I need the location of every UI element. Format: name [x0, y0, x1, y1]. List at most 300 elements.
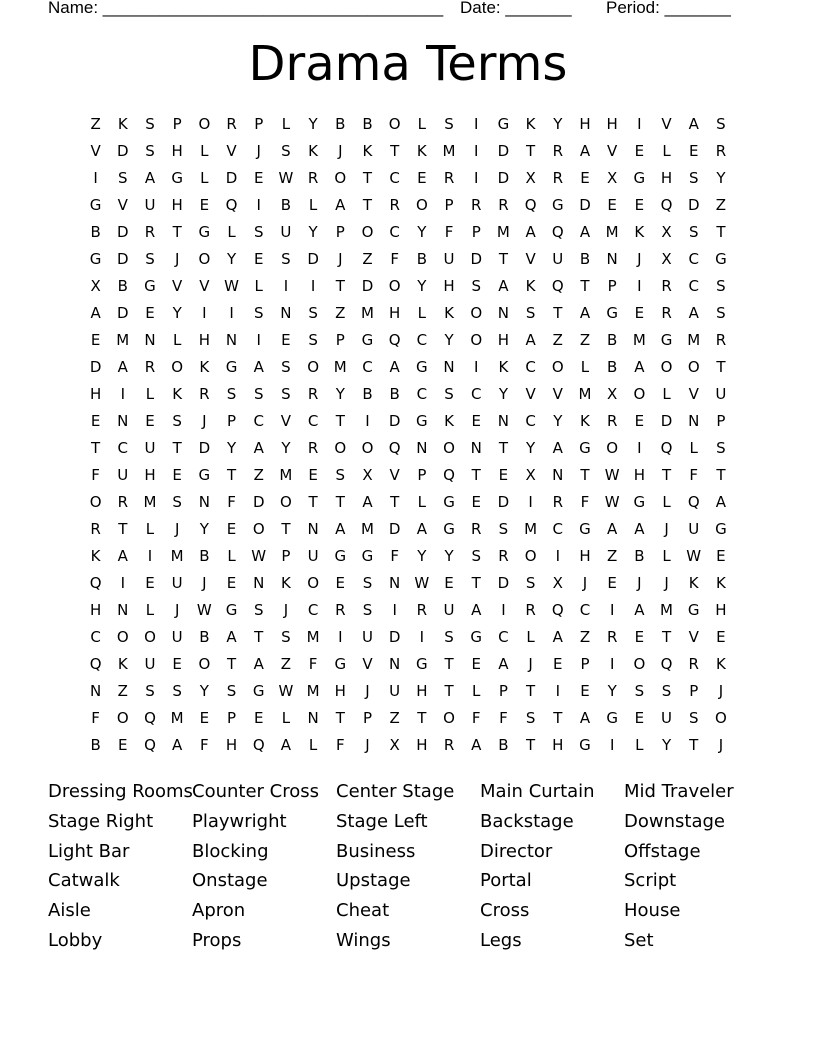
grid-letter[interactable]: Y [335, 385, 345, 403]
grid-letter[interactable]: U [552, 250, 564, 268]
grid-letter[interactable]: T [580, 277, 590, 295]
grid-letter[interactable]: M [632, 331, 646, 349]
grid-letter[interactable]: K [525, 277, 536, 295]
grid-letter[interactable]: X [525, 169, 536, 187]
grid-letter[interactable]: I [637, 115, 642, 133]
grid-letter[interactable]: S [525, 709, 536, 727]
grid-letter[interactable]: J [365, 682, 370, 700]
grid-letter[interactable]: M [170, 547, 184, 565]
grid-letter[interactable]: G [361, 331, 374, 349]
grid-letter[interactable]: O [334, 439, 347, 457]
grid-letter[interactable]: O [280, 493, 292, 511]
grid-letter[interactable]: Y [281, 439, 291, 457]
grid-letter[interactable]: E [471, 493, 481, 511]
grid-letter[interactable]: L [472, 682, 481, 700]
grid-letter[interactable]: P [172, 115, 182, 133]
grid-letter[interactable]: G [334, 547, 347, 565]
grid-letter[interactable]: O [388, 277, 401, 295]
grid-letter[interactable]: I [474, 115, 479, 133]
grid-letter[interactable]: G [225, 358, 238, 376]
grid-letter[interactable]: O [116, 709, 129, 727]
grid-letter[interactable]: A [525, 223, 536, 241]
grid-letter[interactable]: L [580, 358, 590, 376]
grid-letter[interactable]: V [661, 115, 672, 133]
grid-letter[interactable]: D [497, 142, 510, 160]
grid-letter[interactable]: F [227, 493, 236, 511]
grid-letter[interactable]: T [118, 520, 128, 538]
grid-letter[interactable]: L [200, 142, 209, 160]
grid-letter[interactable]: Z [389, 709, 400, 727]
grid-letter[interactable]: W [196, 601, 212, 619]
grid-letter[interactable]: S [226, 682, 237, 700]
grid-letter[interactable]: W [278, 682, 294, 700]
grid-letter[interactable]: O [470, 304, 483, 322]
grid-letter[interactable]: C [307, 412, 319, 430]
grid-letter[interactable]: T [471, 466, 481, 484]
grid-letter[interactable]: N [198, 493, 210, 511]
grid-letter[interactable]: D [252, 493, 265, 511]
grid-letter[interactable]: L [417, 493, 427, 511]
grid-letter[interactable]: E [553, 655, 563, 673]
grid-letter[interactable]: T [716, 466, 726, 484]
grid-letter[interactable]: F [689, 466, 699, 484]
grid-letter[interactable]: X [607, 385, 618, 403]
grid-letter[interactable]: K [172, 385, 183, 403]
grid-letter[interactable]: R [307, 385, 319, 403]
grid-letter[interactable]: Z [362, 250, 373, 268]
grid-letter[interactable]: H [171, 196, 183, 214]
grid-letter[interactable]: J [338, 250, 343, 268]
grid-letter[interactable]: L [662, 142, 671, 160]
grid-letter[interactable]: E [172, 655, 182, 673]
grid-letter[interactable]: O [687, 358, 700, 376]
grid-letter[interactable]: L [526, 628, 535, 646]
grid-letter[interactable]: N [225, 331, 238, 349]
grid-letter[interactable]: R [688, 655, 699, 673]
grid-letter[interactable]: O [443, 439, 455, 457]
grid-letter[interactable]: X [661, 250, 672, 268]
grid-letter[interactable]: G [144, 277, 156, 295]
grid-letter[interactable]: U [117, 466, 129, 484]
grid-letter[interactable]: S [688, 223, 699, 241]
grid-letter[interactable]: T [580, 466, 590, 484]
grid-letter[interactable]: H [198, 331, 210, 349]
grid-letter[interactable]: H [579, 547, 591, 565]
grid-letter[interactable]: D [198, 439, 211, 457]
grid-letter[interactable]: F [390, 547, 399, 565]
name-field[interactable]: Name: ____________________________________ [48, 0, 444, 17]
grid-letter[interactable]: A [226, 628, 237, 646]
grid-letter[interactable]: C [552, 520, 564, 538]
grid-letter[interactable]: P [335, 331, 345, 349]
grid-letter[interactable]: A [471, 601, 482, 619]
grid-letter[interactable]: H [416, 682, 428, 700]
grid-letter[interactable]: H [552, 736, 564, 754]
grid-letter[interactable]: I [555, 547, 560, 565]
grid-letter[interactable]: B [280, 196, 292, 214]
grid-letter[interactable]: N [389, 655, 401, 673]
grid-letter[interactable]: K [117, 115, 128, 133]
grid-letter[interactable]: B [389, 385, 400, 403]
grid-letter[interactable]: I [202, 304, 207, 322]
grid-letter[interactable]: A [117, 358, 128, 376]
grid-letter[interactable]: O [171, 358, 184, 376]
grid-letter[interactable]: K [580, 412, 590, 430]
grid-letter[interactable]: E [471, 412, 481, 430]
grid-letter[interactable]: G [470, 628, 483, 646]
grid-letter[interactable]: N [552, 466, 564, 484]
grid-letter[interactable]: G [361, 547, 374, 565]
grid-letter[interactable]: A [715, 493, 727, 511]
grid-letter[interactable]: D [89, 358, 102, 376]
grid-letter[interactable]: L [689, 439, 698, 457]
grid-letter[interactable]: P [716, 412, 726, 430]
grid-letter[interactable]: W [604, 493, 620, 511]
grid-letter[interactable]: F [471, 709, 481, 727]
grid-letter[interactable]: H [334, 682, 346, 700]
grid-letter[interactable]: J [718, 682, 724, 700]
grid-letter[interactable]: O [715, 709, 727, 727]
grid-letter[interactable]: R [443, 736, 455, 754]
grid-letter[interactable]: E [688, 142, 699, 160]
grid-letter[interactable]: M [143, 493, 157, 511]
grid-letter[interactable]: P [227, 412, 237, 430]
grid-letter[interactable]: O [198, 250, 211, 268]
grid-letter[interactable]: R [226, 115, 237, 133]
grid-letter[interactable]: V [90, 142, 101, 160]
grid-letter[interactable]: S [716, 304, 726, 322]
grid-letter[interactable]: C [389, 223, 400, 241]
grid-letter[interactable]: G [443, 520, 455, 538]
grid-letter[interactable]: S [281, 250, 291, 268]
grid-letter[interactable]: Y [226, 439, 237, 457]
grid-letter[interactable]: I [338, 628, 343, 646]
grid-letter[interactable]: W [251, 547, 267, 565]
grid-letter[interactable]: Y [661, 736, 672, 754]
grid-letter[interactable]: J [365, 736, 370, 754]
grid-letter[interactable]: Q [144, 709, 156, 727]
grid-letter[interactable]: X [389, 736, 400, 754]
grid-letter[interactable]: V [552, 385, 563, 403]
grid-letter[interactable]: N [253, 574, 265, 592]
grid-letter[interactable]: R [606, 412, 618, 430]
grid-letter[interactable]: K [634, 223, 645, 241]
grid-letter[interactable]: Q [252, 736, 265, 754]
grid-letter[interactable]: B [362, 385, 373, 403]
grid-letter[interactable]: K [525, 115, 536, 133]
grid-letter[interactable]: J [664, 574, 669, 592]
grid-letter[interactable]: S [716, 115, 726, 133]
grid-letter[interactable]: R [661, 277, 672, 295]
grid-letter[interactable]: U [171, 574, 183, 592]
grid-letter[interactable]: Q [89, 655, 102, 673]
grid-letter[interactable]: W [224, 277, 239, 295]
grid-letter[interactable]: G [579, 520, 591, 538]
grid-letter[interactable]: S [172, 412, 182, 430]
grid-letter[interactable]: Y [226, 250, 237, 268]
grid-letter[interactable]: V [688, 628, 699, 646]
grid-letter[interactable]: Q [660, 655, 673, 673]
grid-letter[interactable]: S [281, 385, 291, 403]
grid-letter[interactable]: I [609, 601, 615, 619]
grid-letter[interactable]: T [553, 304, 563, 322]
grid-letter[interactable]: A [634, 520, 645, 538]
grid-letter[interactable]: K [444, 304, 454, 322]
grid-letter[interactable]: T [254, 628, 264, 646]
grid-letter[interactable]: E [90, 412, 101, 430]
grid-letter[interactable]: D [497, 574, 510, 592]
grid-letter[interactable]: X [552, 574, 563, 592]
grid-letter[interactable]: V [607, 142, 618, 160]
grid-letter[interactable]: R [552, 142, 563, 160]
grid-letter[interactable]: B [199, 628, 210, 646]
grid-letter[interactable]: S [253, 304, 264, 322]
grid-letter[interactable]: G [171, 169, 183, 187]
grid-letter[interactable]: A [280, 736, 292, 754]
grid-letter[interactable]: E [607, 196, 617, 214]
grid-letter[interactable]: Y [199, 520, 209, 538]
grid-letter[interactable]: K [715, 655, 726, 673]
grid-letter[interactable]: R [389, 196, 400, 214]
grid-letter[interactable]: Y [716, 169, 726, 187]
grid-letter[interactable]: A [172, 736, 183, 754]
grid-letter[interactable]: S [471, 277, 481, 295]
grid-letter[interactable]: M [306, 628, 320, 646]
grid-letter[interactable]: F [335, 736, 345, 754]
grid-letter[interactable]: L [200, 169, 209, 187]
grid-letter[interactable]: U [661, 709, 673, 727]
grid-letter[interactable]: L [308, 196, 318, 214]
grid-letter[interactable]: A [634, 601, 645, 619]
grid-letter[interactable]: R [416, 601, 428, 619]
grid-letter[interactable]: H [579, 115, 591, 133]
grid-letter[interactable]: K [416, 142, 427, 160]
grid-letter[interactable]: D [687, 196, 700, 214]
grid-letter[interactable]: G [551, 196, 564, 214]
grid-letter[interactable]: E [226, 520, 237, 538]
grid-letter[interactable]: E [634, 709, 645, 727]
grid-letter[interactable]: I [474, 142, 479, 160]
grid-letter[interactable]: O [660, 358, 673, 376]
grid-letter[interactable]: M [442, 142, 456, 160]
grid-letter[interactable]: P [281, 547, 291, 565]
grid-letter[interactable]: E [471, 655, 481, 673]
grid-letter[interactable]: A [607, 520, 618, 538]
grid-letter[interactable]: O [361, 439, 374, 457]
grid-letter[interactable]: E [118, 736, 128, 754]
grid-letter[interactable]: V [362, 655, 373, 673]
grid-letter[interactable]: E [634, 412, 645, 430]
grid-letter[interactable]: A [253, 655, 264, 673]
grid-letter[interactable]: O [388, 115, 401, 133]
grid-letter[interactable]: N [443, 358, 455, 376]
grid-letter[interactable]: O [361, 223, 374, 241]
grid-letter[interactable]: S [335, 466, 346, 484]
grid-letter[interactable]: O [633, 655, 646, 673]
grid-letter[interactable]: Q [551, 601, 564, 619]
grid-letter[interactable]: L [662, 547, 671, 565]
grid-letter[interactable]: I [555, 682, 560, 700]
grid-letter[interactable]: E [172, 466, 182, 484]
grid-letter[interactable]: S [308, 304, 318, 322]
grid-letter[interactable]: I [310, 277, 316, 295]
grid-letter[interactable]: Z [607, 547, 618, 565]
grid-letter[interactable]: L [662, 493, 671, 511]
grid-letter[interactable]: I [637, 277, 642, 295]
grid-letter[interactable]: H [633, 466, 645, 484]
grid-letter[interactable]: D [388, 520, 401, 538]
grid-letter[interactable]: T [362, 196, 373, 214]
grid-letter[interactable]: H [225, 736, 238, 754]
grid-letter[interactable]: V [688, 385, 699, 403]
grid-letter[interactable]: R [552, 493, 563, 511]
grid-letter[interactable]: E [607, 574, 617, 592]
grid-letter[interactable]: I [283, 277, 289, 295]
grid-letter[interactable]: T [716, 223, 726, 241]
grid-letter[interactable]: M [170, 709, 184, 727]
grid-letter[interactable]: I [229, 304, 234, 322]
grid-letter[interactable]: B [607, 331, 618, 349]
grid-letter[interactable]: I [637, 439, 642, 457]
grid-letter[interactable]: J [637, 574, 642, 592]
grid-letter[interactable]: F [499, 709, 508, 727]
grid-letter[interactable]: J [283, 601, 289, 619]
grid-letter[interactable]: O [198, 655, 211, 673]
grid-letter[interactable]: N [606, 250, 618, 268]
grid-letter[interactable]: J [202, 574, 207, 592]
grid-letter[interactable]: N [307, 520, 319, 538]
grid-letter[interactable]: B [90, 223, 101, 241]
grid-letter[interactable]: S [281, 358, 291, 376]
grid-letter[interactable]: F [444, 223, 454, 241]
grid-letter[interactable]: H [171, 142, 183, 160]
grid-letter[interactable]: P [498, 682, 508, 700]
grid-letter[interactable]: O [633, 385, 646, 403]
grid-letter[interactable]: O [470, 331, 483, 349]
grid-letter[interactable]: Z [253, 466, 264, 484]
grid-letter[interactable]: S [308, 331, 318, 349]
grid-letter[interactable]: E [145, 412, 155, 430]
grid-letter[interactable]: S [172, 682, 182, 700]
grid-letter[interactable]: M [578, 385, 592, 403]
grid-letter[interactable]: L [172, 331, 182, 349]
grid-letter[interactable]: G [198, 466, 211, 484]
grid-letter[interactable]: Z [335, 304, 346, 322]
grid-letter[interactable]: U [389, 682, 401, 700]
grid-letter[interactable]: Y [526, 439, 536, 457]
grid-letter[interactable]: P [362, 709, 372, 727]
grid-letter[interactable]: F [200, 736, 209, 754]
grid-letter[interactable]: T [716, 358, 726, 376]
grid-letter[interactable]: B [117, 277, 128, 295]
grid-letter[interactable]: O [307, 358, 319, 376]
grid-letter[interactable]: L [227, 223, 236, 241]
grid-letter[interactable]: G [443, 493, 455, 511]
grid-letter[interactable]: X [661, 223, 672, 241]
grid-letter[interactable]: N [688, 412, 700, 430]
grid-letter[interactable]: R [471, 520, 482, 538]
grid-letter[interactable]: T [172, 223, 182, 241]
grid-letter[interactable]: K [715, 574, 726, 592]
grid-letter[interactable]: B [579, 250, 591, 268]
grid-letter[interactable]: E [145, 574, 155, 592]
grid-letter[interactable]: N [470, 439, 482, 457]
grid-letter[interactable]: G [334, 655, 347, 673]
grid-letter[interactable]: Q [660, 196, 673, 214]
grid-letter[interactable]: E [199, 709, 210, 727]
grid-letter[interactable]: S [362, 601, 373, 619]
grid-letter[interactable]: D [660, 412, 673, 430]
grid-letter[interactable]: Q [443, 466, 455, 484]
grid-letter[interactable]: M [360, 304, 374, 322]
grid-letter[interactable]: B [634, 547, 645, 565]
grid-letter[interactable]: A [634, 358, 645, 376]
grid-letter[interactable]: Y [417, 223, 427, 241]
grid-letter[interactable]: I [609, 736, 615, 754]
grid-letter[interactable]: N [117, 601, 129, 619]
grid-letter[interactable]: R [443, 169, 455, 187]
grid-letter[interactable]: A [335, 196, 346, 214]
grid-letter[interactable]: C [470, 385, 482, 403]
grid-letter[interactable]: N [144, 331, 156, 349]
grid-letter[interactable]: A [688, 304, 699, 322]
grid-letter[interactable]: P [417, 466, 427, 484]
grid-letter[interactable]: S [471, 547, 481, 565]
grid-letter[interactable]: M [360, 520, 374, 538]
grid-letter[interactable]: T [498, 250, 508, 268]
grid-letter[interactable]: Q [144, 736, 156, 754]
grid-letter[interactable]: Y [444, 331, 454, 349]
grid-letter[interactable]: D [579, 196, 591, 214]
grid-letter[interactable]: O [89, 493, 102, 511]
grid-letter[interactable]: F [390, 250, 399, 268]
grid-letter[interactable]: C [362, 358, 373, 376]
grid-letter[interactable]: S [145, 682, 155, 700]
grid-letter[interactable]: Y [553, 412, 563, 430]
grid-letter[interactable]: N [389, 574, 401, 592]
grid-letter[interactable]: A [253, 439, 264, 457]
grid-letter[interactable]: P [444, 196, 454, 214]
grid-letter[interactable]: T [226, 466, 237, 484]
grid-letter[interactable]: H [497, 331, 510, 349]
grid-letter[interactable]: T [444, 682, 454, 700]
grid-letter[interactable]: G [660, 331, 673, 349]
grid-letter[interactable]: Y [417, 277, 427, 295]
grid-letter[interactable]: A [416, 520, 427, 538]
grid-letter[interactable]: U [307, 547, 319, 565]
grid-letter[interactable]: J [718, 736, 724, 754]
grid-letter[interactable]: N [416, 439, 428, 457]
grid-letter[interactable]: T [308, 493, 318, 511]
grid-letter[interactable]: D [225, 169, 238, 187]
grid-letter[interactable]: O [334, 169, 347, 187]
grid-letter[interactable]: C [307, 601, 319, 619]
grid-letter[interactable]: U [171, 628, 183, 646]
grid-letter[interactable]: B [199, 547, 210, 565]
grid-letter[interactable]: N [280, 304, 292, 322]
grid-letter[interactable]: G [89, 250, 102, 268]
grid-letter[interactable]: C [688, 250, 699, 268]
grid-letter[interactable]: N [497, 304, 510, 322]
grid-letter[interactable]: J [637, 250, 642, 268]
grid-letter[interactable]: I [419, 628, 425, 646]
grid-letter[interactable]: X [607, 169, 618, 187]
grid-letter[interactable]: S [281, 142, 291, 160]
grid-letter[interactable]: S [634, 682, 645, 700]
grid-letter[interactable]: S [362, 574, 373, 592]
grid-letter[interactable]: P [607, 277, 617, 295]
grid-letter[interactable]: D [361, 277, 374, 295]
